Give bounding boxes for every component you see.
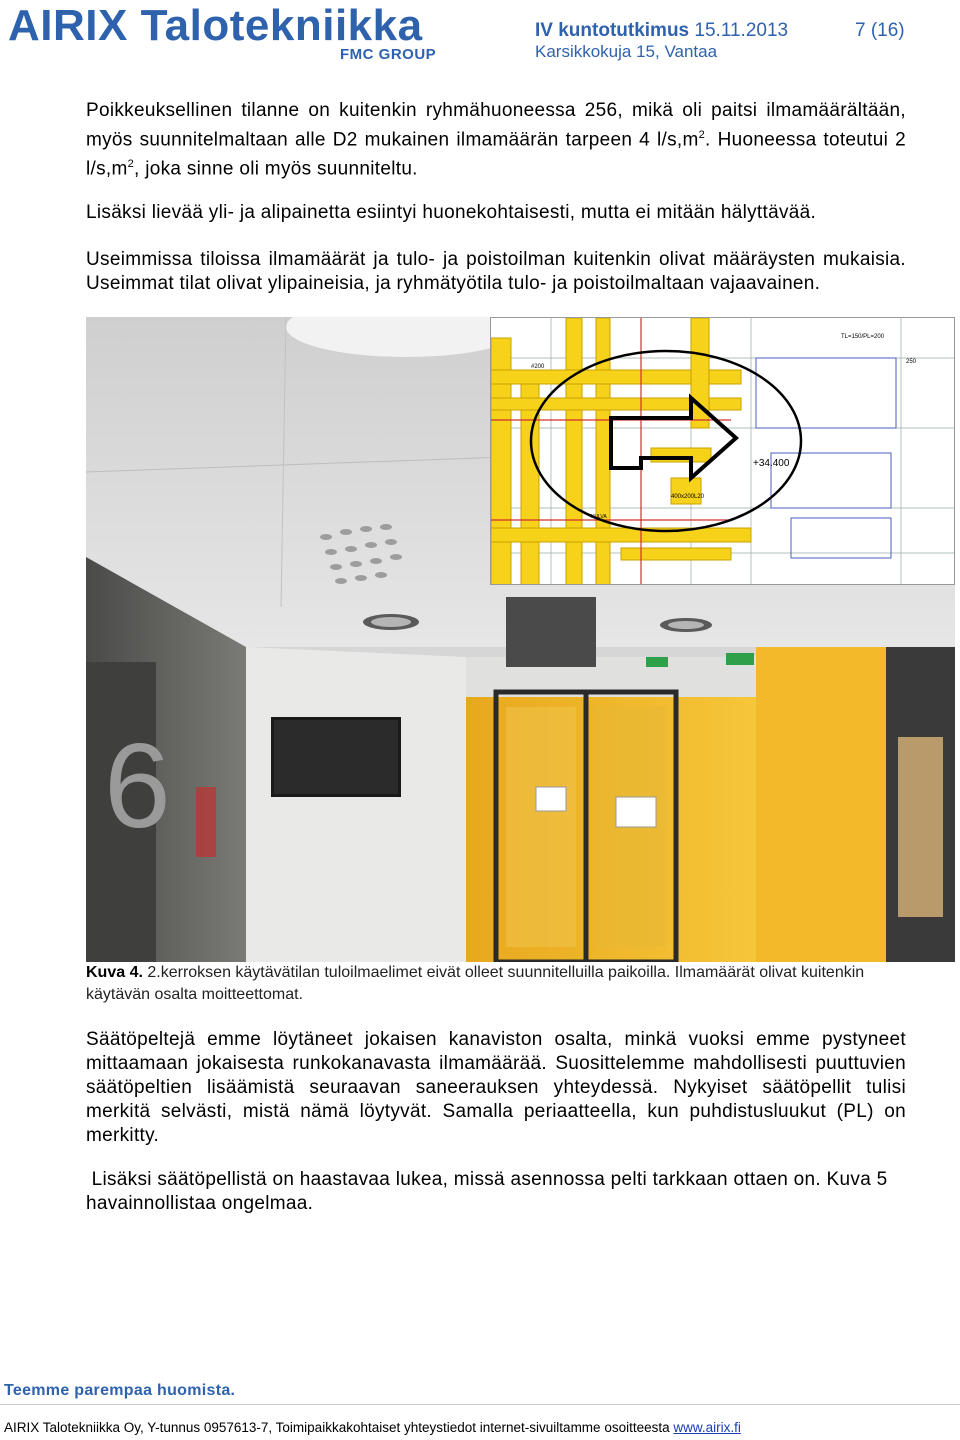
duct-size-label: 400x200L20 xyxy=(671,494,705,500)
company-logo: AIRIX Talotekniikka xyxy=(8,1,423,50)
superscript: 2 xyxy=(127,158,135,171)
footer-company-info xyxy=(4,1420,741,1435)
para1-text-a: Poikkeuksellinen tilanne on kuitenkin ryhmähuoneessa 256, mikä oli paitsi ilmamäärältään, myös suunnitelmaltaan alle D2 mukainen ilmamäärän tarpeen 4 l/s,m xyxy=(86,100,906,151)
paragraph-4 xyxy=(86,1028,906,1148)
paragraph-1 xyxy=(86,99,906,182)
page-number: 7 (16) xyxy=(855,20,905,41)
website-link[interactable]: www.airix.fi xyxy=(673,1420,741,1435)
elevation-label: +34.400 xyxy=(753,458,790,469)
logo-subtitle: FMC GROUP xyxy=(340,46,437,63)
door-notice xyxy=(616,797,656,827)
report-date: 15.11.2013 xyxy=(694,20,789,41)
para2-text: Lisäksi lievää yli- ja alipainetta esiintyi huonekohtaisesti, mutta ei mitään hälyttävää. xyxy=(86,202,817,223)
para1-text-c: , joka sinne oli myös suunniteltu. xyxy=(134,158,418,180)
report-address: Karsikkokuja 15, Vantaa xyxy=(535,42,718,61)
para5-text: Lisäksi säätöpellistä on haastavaa lukea, missä asennossa pelti tarkkaan ottaen on. Kuva 5 havainnollistaa ongelmaa. xyxy=(86,1169,894,1214)
report-title xyxy=(535,20,788,42)
paragraph-3 xyxy=(86,248,906,296)
door-number: 6 xyxy=(104,719,171,853)
para4-text: Säätöpeltejä emme löytäneet jokaisen kanaviston osalta, minkä vuoksi emme pystyneet mittaamaan jokaisesta runkokanavasta ilmamäärää. Suosittelemme mahdollisesti puuttuvien säätöpeltien lisäämistä seuraavan saneerauksen yhteydessä. Nykyiset säätöpellit tulisi merkitä selvästi, mistä nämä löytyvät. Samalla periaatteella, kun puhdistusluukut (PL) on merkitty. xyxy=(86,1029,906,1146)
figure-caption xyxy=(86,962,906,1006)
hvac-plan-drawing xyxy=(491,318,955,585)
room-code: 250 xyxy=(906,359,917,365)
exit-sign xyxy=(646,657,668,667)
paragraph-2 xyxy=(86,201,906,225)
drawing-note: TL=150/PL=200 xyxy=(841,334,885,340)
caption-label: Kuva 4. xyxy=(86,964,143,981)
para1-text-b: . Huoneessa toteutui 2 l/s,m xyxy=(86,129,906,180)
footer-slogan: Teemme parempaa huomista. xyxy=(4,1382,236,1399)
footer-company-text: AIRIX Talotekniikka Oy, Y-tunnus 0957613-7, Toimipaikkakohtaiset yhteystiedot internet-sivuiltamme osoitteesta xyxy=(4,1420,674,1435)
paragraph-5 xyxy=(86,1168,906,1216)
ceiling-fixture xyxy=(506,597,596,667)
report-title-text: IV kuntotutkimus xyxy=(535,20,690,41)
hvac-drawing-inset xyxy=(490,317,955,585)
caption-text: 2.kerroksen käytävätilan tuloilmaelimet eivät olleet suunnitelluilla paikoilla. Ilmamäärät olivat kuitenkin käytävän osalta moitteettomat. xyxy=(86,964,865,1003)
superscript: 2 xyxy=(698,129,706,141)
para3-text: Useimmissa tiloissa ilmamäärät ja tulo- ja poistoilman kuitenkin olivat määräysten mukaisia. Useimmat tilat olivat ylipaineisia, ja ryhmätyötila tulo- ja poistoilmaltaan vajaavainen. xyxy=(86,249,906,294)
duct-label: #200 xyxy=(531,364,545,370)
footer-divider xyxy=(0,1404,960,1405)
drawing-sign: KULVA xyxy=(591,514,607,520)
